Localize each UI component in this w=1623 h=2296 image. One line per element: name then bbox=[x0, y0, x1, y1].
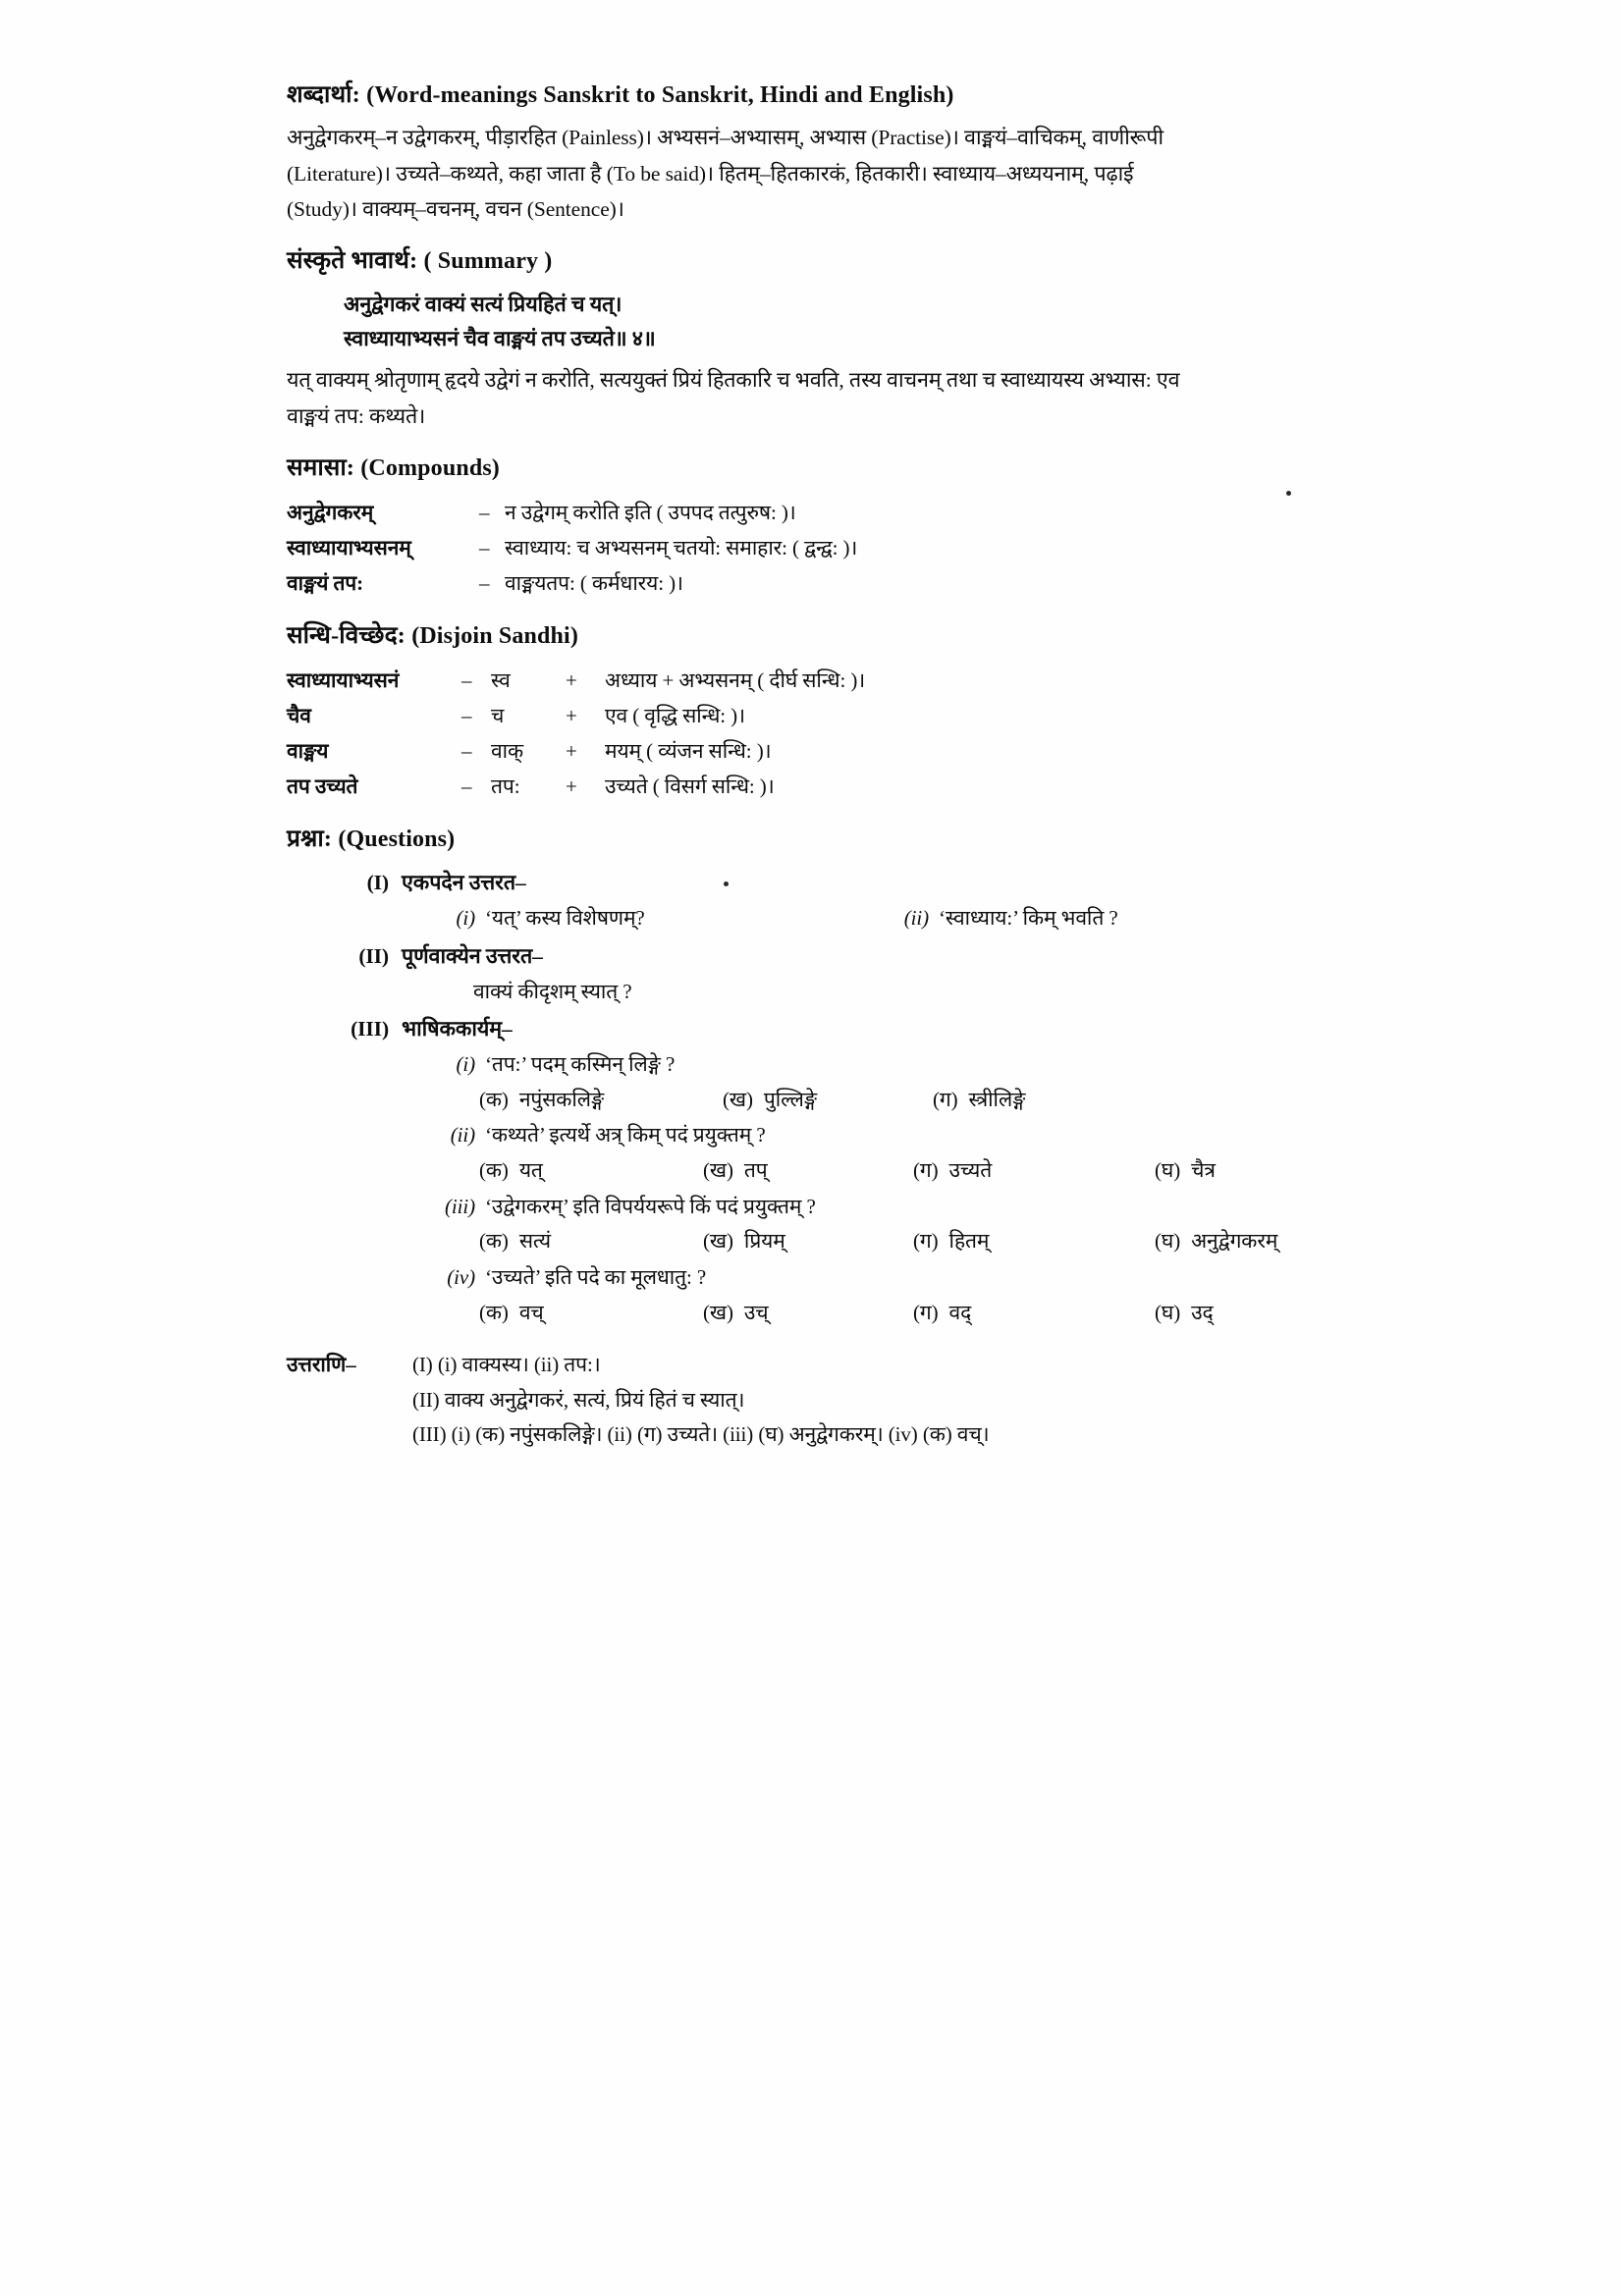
questions-heading-dev: प्रश्ना: bbox=[287, 826, 333, 853]
sandhi-dash: – bbox=[461, 774, 472, 799]
mcq-question bbox=[432, 1190, 1352, 1224]
mcq-option[interactable] bbox=[479, 1295, 703, 1331]
mcq-option-label: नपुंसकलिङ्गे bbox=[518, 1087, 605, 1111]
answers-label: उत्तराणि– bbox=[287, 1353, 356, 1377]
page-content bbox=[287, 77, 1352, 1453]
mcq-options bbox=[479, 1295, 1352, 1331]
mcq-option-key: (ख) bbox=[703, 1229, 733, 1254]
mcq-option-label: अनुद्वेगकरम् bbox=[1191, 1229, 1278, 1254]
mcq-option[interactable] bbox=[933, 1082, 1174, 1118]
question-part-1-title: एकपदेन उत्तरत– bbox=[402, 871, 526, 895]
mcq-text: ‘उद्वेगकरम्’ इति विपर्ययरूपे किं पदं प्रयुक्तम् ? bbox=[485, 1194, 816, 1218]
answers-first-row bbox=[287, 1348, 1352, 1383]
question-part-3 bbox=[287, 1012, 1352, 1331]
mcq-option[interactable] bbox=[1155, 1295, 1214, 1331]
sandhi-dash: – bbox=[461, 667, 472, 692]
mcq-option-label: हितम् bbox=[948, 1229, 990, 1254]
sandhi-dash: – bbox=[461, 739, 472, 764]
question-item bbox=[886, 901, 1118, 935]
question-item-text: ‘यत्’ कस्य विशेषणम्? bbox=[485, 906, 645, 930]
sandhi-right-part: उच्यते ( विसर्ग सन्धि: )। bbox=[605, 774, 775, 799]
mcq-option-key: (ग) bbox=[913, 1229, 939, 1254]
mcq-option-key: (घ) bbox=[1155, 1300, 1181, 1324]
mcq-option-key: (क) bbox=[479, 1300, 509, 1324]
sandhi-heading bbox=[287, 617, 1352, 656]
sandhi-term: स्वाध्यायाभ्यसनं bbox=[287, 667, 400, 692]
question-part-3-number: (III) bbox=[351, 1017, 389, 1041]
compound-dash: – bbox=[479, 535, 490, 560]
compound-term: अनुद्वेगकरम् bbox=[287, 500, 374, 524]
question-item-number: (ii) bbox=[903, 906, 929, 930]
mcq-option[interactable] bbox=[479, 1152, 703, 1189]
mcq-option[interactable] bbox=[479, 1223, 703, 1259]
sandhi-rows bbox=[287, 663, 1352, 804]
mcq-option-label: उच्यते bbox=[948, 1158, 993, 1183]
sandhi-row bbox=[287, 663, 1352, 698]
question-part-1-number: (I) bbox=[366, 871, 389, 895]
mcq-option-key: (क) bbox=[479, 1158, 509, 1183]
sandhi-right-part: एव ( वृद्धि सन्धि: )। bbox=[605, 704, 745, 728]
sandhi-row bbox=[287, 698, 1352, 733]
answers-line-1: (I) (i) वाक्यस्य। (ii) तप:। bbox=[412, 1353, 601, 1377]
compound-dash: – bbox=[479, 500, 490, 524]
mcq-text: ‘तप:’ पदम् कस्मिन् लिङ्गे ? bbox=[485, 1052, 676, 1077]
section-word-meanings bbox=[287, 77, 1352, 226]
compound-explanation: न उद्वेगम् करोति इति ( उपपद तत्पुरुष: )। bbox=[505, 500, 796, 524]
sandhi-plus-sign: + bbox=[566, 704, 577, 728]
sandhi-term: वाङ्मय bbox=[287, 739, 329, 764]
question-part-2-label bbox=[328, 939, 1352, 975]
mcq-number: (iii) bbox=[445, 1194, 475, 1218]
sandhi-term: चैव bbox=[287, 704, 311, 728]
question-part-2-prompt: वाक्यं कीदृशम् स्यात् ? bbox=[473, 979, 632, 1003]
compounds-heading bbox=[287, 450, 1352, 488]
mcq-option-key: (घ) bbox=[1155, 1158, 1181, 1183]
sandhi-row bbox=[287, 769, 1352, 804]
question-item bbox=[432, 901, 886, 935]
mcq-option[interactable] bbox=[479, 1082, 723, 1118]
mcq-option-key: (क) bbox=[479, 1087, 509, 1111]
question-part-1-items bbox=[432, 901, 1352, 935]
sandhi-heading-dev: सन्धि-विच्छेद: bbox=[287, 622, 406, 650]
mcq-option[interactable] bbox=[703, 1223, 913, 1259]
summary-verse-line-1: अनुद्वेगकरं वाक्यं सत्यं प्रियहितं च यत्। bbox=[344, 292, 622, 316]
question-part-2-number: (II) bbox=[358, 943, 389, 968]
mcq-question bbox=[432, 1047, 1352, 1082]
section-questions bbox=[287, 821, 1352, 1331]
mcq-option-label: चैत्र bbox=[1191, 1158, 1216, 1183]
question-part-2 bbox=[287, 939, 1352, 1009]
section-compounds bbox=[287, 450, 1352, 601]
question-part-1-label bbox=[328, 866, 1352, 901]
compound-dash: – bbox=[479, 570, 490, 595]
sandhi-right-part: अध्याय + अभ्यसनम् ( दीर्घ सन्धि: )। bbox=[605, 667, 866, 692]
sandhi-left-part: वाक् bbox=[491, 739, 524, 764]
summary-heading-en: ( Summary ) bbox=[423, 247, 553, 274]
mcq-option-key: (क) bbox=[479, 1229, 509, 1254]
mcq-option-key: (ख) bbox=[723, 1087, 753, 1111]
question-part-3-title: भाषिककार्यम्– bbox=[402, 1017, 513, 1041]
word-meanings-heading bbox=[287, 77, 1352, 115]
mcq-option-label: यत् bbox=[518, 1158, 543, 1183]
sandhi-plus-sign: + bbox=[566, 739, 577, 764]
answers-line-2: (II) वाक्य अनुद्वेगकरं, सत्यं, प्रियं हितं च स्यात्। bbox=[412, 1387, 745, 1412]
summary-body-line-2: वाङ्मयं तप: कथ्यते। bbox=[287, 404, 426, 429]
sandhi-dash: – bbox=[461, 704, 472, 728]
mcq-options bbox=[479, 1082, 1352, 1118]
word-meanings-line-1: अनुद्वेगकरम्–न उद्वेगकरम्, पीड़ारहित (Painless)। अभ्यसनं–अभ्यासम्, अभ्यास (Practise)। वाङ्मयं–वाचिकम्, वाणीरूपी bbox=[287, 125, 1163, 149]
compounds-row bbox=[287, 565, 1352, 601]
mcq-options bbox=[479, 1223, 1352, 1259]
compounds-heading-en: (Compounds) bbox=[360, 454, 500, 481]
mcq-option-label: उच् bbox=[743, 1300, 769, 1324]
mcq-option-label: पुल्लिङ्गे bbox=[763, 1087, 817, 1111]
summary-heading bbox=[287, 242, 1352, 281]
sandhi-heading-en: (Disjoin Sandhi) bbox=[411, 623, 578, 650]
section-summary bbox=[287, 242, 1352, 433]
answers-line-3: (III) (i) (क) नपुंसकलिङ्गे। (ii) (ग) उच्यते। (iii) (घ) अनुद्वेगकरम्। (iv) (क) वच्। bbox=[412, 1422, 990, 1447]
question-item-number: (i) bbox=[456, 906, 475, 930]
word-meanings-line-2: (Literature)। उच्यते–कथ्यते, कहा जाता है (To be said)। हितम्–हितकारकं, हितकारी। स्वाध्याय–अध्ययनाम्, पढ़ाई bbox=[287, 161, 1134, 186]
word-meanings-heading-dev: शब्दार्था: bbox=[287, 81, 360, 108]
sandhi-term: तप उच्यते bbox=[287, 774, 358, 799]
question-part-3-label bbox=[328, 1012, 1352, 1047]
mcq-question bbox=[432, 1118, 1352, 1152]
sandhi-plus-sign: + bbox=[566, 774, 577, 799]
compounds-heading-dev: समासा: bbox=[287, 454, 355, 481]
word-meanings-heading-en: (Word-meanings Sanskrit to Sanskrit, Hindi and English) bbox=[366, 82, 954, 108]
mcq-option-key: (ग) bbox=[933, 1087, 958, 1111]
mcq-option-key: (ख) bbox=[703, 1158, 733, 1183]
mcq-option-key: (घ) bbox=[1155, 1229, 1181, 1254]
question-part-1 bbox=[287, 866, 1352, 935]
compound-explanation: स्वाध्याय: च अभ्यसनम् चतयो: समाहार: ( द्वन्द्व: )। bbox=[505, 535, 858, 560]
sandhi-left-part: तप: bbox=[491, 774, 520, 799]
question-part-2-title: पूर्णवाक्येन उत्तरत– bbox=[402, 943, 543, 968]
mcq-option-key: (ग) bbox=[913, 1158, 939, 1183]
mcq-option[interactable] bbox=[723, 1082, 933, 1118]
summary-verse-line-2: स्वाध्यायाभ्यसनं चैव वाङ्मयं तप उच्यते॥ ४॥ bbox=[344, 326, 656, 350]
mcq-number: (iv) bbox=[447, 1264, 475, 1289]
mcq-option[interactable] bbox=[913, 1152, 1155, 1189]
mcq-option[interactable] bbox=[913, 1223, 1155, 1259]
mcq-option[interactable] bbox=[703, 1152, 913, 1189]
mcq-question bbox=[432, 1260, 1352, 1295]
section-sandhi bbox=[287, 617, 1352, 804]
questions-heading bbox=[287, 821, 1352, 859]
sandhi-plus-sign: + bbox=[566, 667, 577, 692]
sandhi-row bbox=[287, 733, 1352, 769]
sandhi-left-part: स्व bbox=[491, 667, 511, 692]
word-meanings-line-3: (Study)। वाक्यम्–वचनम्, वचन (Sentence)। bbox=[287, 197, 624, 222]
mcq-option[interactable] bbox=[703, 1295, 913, 1331]
mcq-number: (ii) bbox=[450, 1123, 475, 1148]
mcq-text: ‘उच्यते’ इति पदे का मूलधातु: ? bbox=[485, 1264, 707, 1289]
mcq-option-label: वच् bbox=[518, 1300, 544, 1324]
mcq-option-label: प्रियम् bbox=[743, 1229, 785, 1254]
mcq-option-label: सत्यं bbox=[518, 1229, 551, 1254]
summary-body-line-1: यत् वाक्यम् श्रोतृणाम् हृदये उद्वेगं न करोति, सत्ययुक्तं प्रियं हितकारि च भवति, तस्य वाचनम् तथा च स्वाध्यायस्य अभ्यास: एव bbox=[287, 368, 1180, 393]
compound-term: स्वाध्यायाभ्यसनम् bbox=[287, 535, 411, 560]
mcq-option[interactable] bbox=[913, 1295, 1155, 1331]
mcq-option-label: तप् bbox=[743, 1158, 768, 1183]
mcq-number: (i) bbox=[456, 1052, 475, 1077]
mcq-option-key: (ख) bbox=[703, 1300, 733, 1324]
compounds-row bbox=[287, 530, 1352, 565]
sandhi-left-part: च bbox=[491, 704, 505, 728]
mcq-option-label: उद् bbox=[1191, 1300, 1214, 1324]
mcq-options bbox=[479, 1152, 1352, 1189]
mcq-option-label: स्त्रीलिङ्गे bbox=[968, 1087, 1026, 1111]
section-answers bbox=[287, 1348, 1352, 1453]
mcq-option-key: (ग) bbox=[913, 1300, 939, 1324]
mcq-text: ‘कथ्यते’ इत्यर्थे अत्र् किम् पदं प्रयुक्तम् ? bbox=[485, 1123, 766, 1148]
compounds-row bbox=[287, 495, 1352, 530]
compound-explanation: वाङ्मयतप: ( कर्मधारय: )। bbox=[505, 570, 683, 595]
mcq-option[interactable] bbox=[1155, 1223, 1277, 1259]
question-item-text: ‘स्वाध्याय:’ किम् भवति ? bbox=[939, 906, 1118, 930]
questions-heading-en: (Questions) bbox=[338, 827, 456, 853]
sandhi-right-part: मयम् ( व्यंजन सन्धि: )। bbox=[605, 739, 772, 764]
mcq-option-label: वद् bbox=[948, 1300, 972, 1324]
summary-heading-dev: संस्कृते भावार्थ: bbox=[287, 246, 418, 274]
compound-term: वाङ्मयं तप: bbox=[287, 570, 364, 595]
compounds-rows bbox=[287, 495, 1352, 601]
mcq-option[interactable] bbox=[1155, 1152, 1216, 1189]
